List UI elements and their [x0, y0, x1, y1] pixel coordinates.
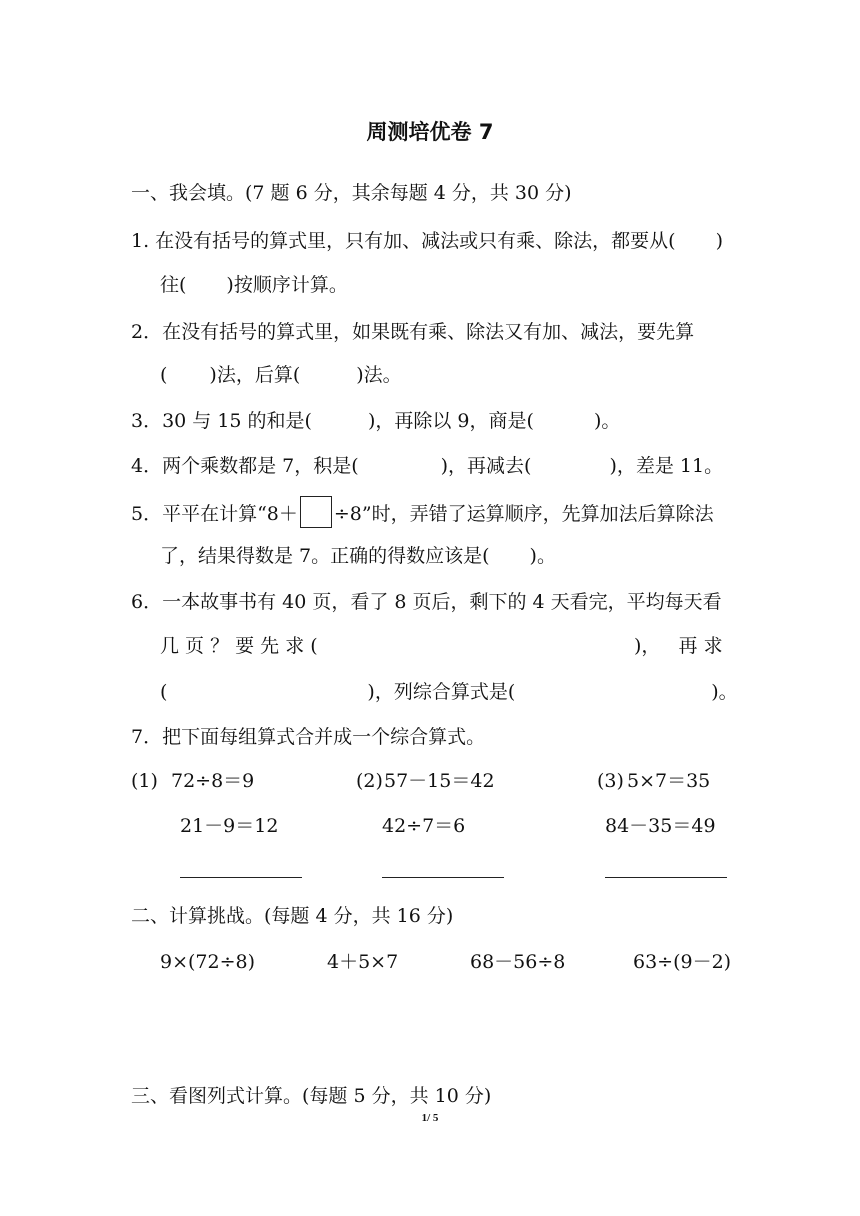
- section2-heading: 二、计算挑战。(每题 4 分，共 16 分): [131, 905, 454, 927]
- q2-text-d: )法。: [356, 364, 402, 386]
- q6-text-e: )，列综合算式是(: [367, 681, 516, 703]
- calc-item-1: 9×(72÷8): [160, 951, 256, 973]
- q3-text-c: )。: [593, 410, 621, 432]
- section3-heading: 三、看图列式计算。(每题 5 分，共 10 分): [131, 1085, 492, 1107]
- q7-group1-eq1: 72÷8＝9: [171, 770, 255, 792]
- q6-line2-left: 几 页 ？ 要 先 求 (: [160, 635, 318, 657]
- page-number: 1/ 5: [421, 1112, 439, 1124]
- q3-line: [131, 409, 620, 433]
- q6-line1: 6．一本故事书有 40 页，看了 8 页后，剩下的 4 天看完，平均每天看: [131, 591, 722, 613]
- q5-text-c: 了，结果得数是 7。正确的得数应该是(: [160, 545, 490, 567]
- q7-group3-eq1: 5×7＝35: [627, 770, 711, 792]
- q7-group3-label: (3): [597, 770, 624, 792]
- q7-group1-answer-line[interactable]: [180, 877, 302, 878]
- q7-group2-label: (2): [356, 770, 383, 792]
- section1-heading: 一、我会填。(7 题 6 分，其余每题 4 分，共 30 分): [131, 182, 572, 204]
- q3-text-a: 3．30 与 15 的和是(: [131, 410, 312, 432]
- q1-text-d: )按顺序计算。: [226, 274, 348, 296]
- q7-stem: 7．把下面每组算式合并成一个综合算式。: [131, 726, 486, 748]
- calc-item-3: 68－56÷8: [470, 951, 566, 973]
- q7-group3-eq2: 84－35＝49: [605, 815, 716, 837]
- q6-text-d: (: [160, 681, 168, 703]
- calc-item-4: 63÷(9－2): [633, 951, 732, 973]
- q4-line: [131, 454, 723, 478]
- q4-text-a: 4．两个乘数都是 7，积是(: [131, 455, 359, 477]
- q3-text-b: )，再除以 9，商是(: [367, 410, 534, 432]
- q2-text-b: (: [160, 364, 168, 386]
- q7-group1-label: (1): [131, 770, 158, 792]
- q5-text-a: 5．平平在计算“8＋: [131, 503, 298, 525]
- q7-group2-answer-line[interactable]: [382, 877, 504, 878]
- q1-text-c: 往(: [160, 274, 187, 296]
- q7-group2-eq1: 57－15＝42: [384, 770, 495, 792]
- q5-line2: [160, 544, 556, 568]
- q7-group2-eq2: 42÷7＝6: [382, 815, 466, 837]
- calc-item-2: 4＋5×7: [327, 951, 399, 973]
- q7-group1-eq2: 21－9＝12: [180, 815, 279, 837]
- q1-line2: [160, 273, 348, 297]
- q6-text-f: )。: [711, 681, 738, 703]
- q2-line1: 2．在没有括号的算式里，如果既有乘、除法又有加、减法，要先算: [131, 321, 695, 343]
- q5-line1: [131, 499, 714, 531]
- answer-box[interactable]: [300, 496, 332, 528]
- q7-group3-answer-line[interactable]: [605, 877, 727, 878]
- q5-text-b: ÷8”时，弄错了运算顺序，先算加法后算除法: [333, 503, 714, 525]
- q1-line1: [131, 229, 723, 253]
- q2-line2: [160, 363, 402, 387]
- page-title: 周测培优卷 7: [366, 120, 494, 144]
- q6-line2-right: )， 再 求: [634, 635, 723, 657]
- q1-text-b: ): [715, 230, 724, 252]
- q4-text-b: )，再减去(: [440, 455, 532, 477]
- q1-text-a: 1. 在没有括号的算式里，只有加、减法或只有乘、除法，都要从(: [131, 230, 676, 252]
- q6-line3: [160, 680, 738, 704]
- q5-text-d: )。: [529, 545, 556, 567]
- q2-text-c: )法，后算(: [209, 364, 301, 386]
- q4-text-c: )，差是 11。: [609, 455, 724, 477]
